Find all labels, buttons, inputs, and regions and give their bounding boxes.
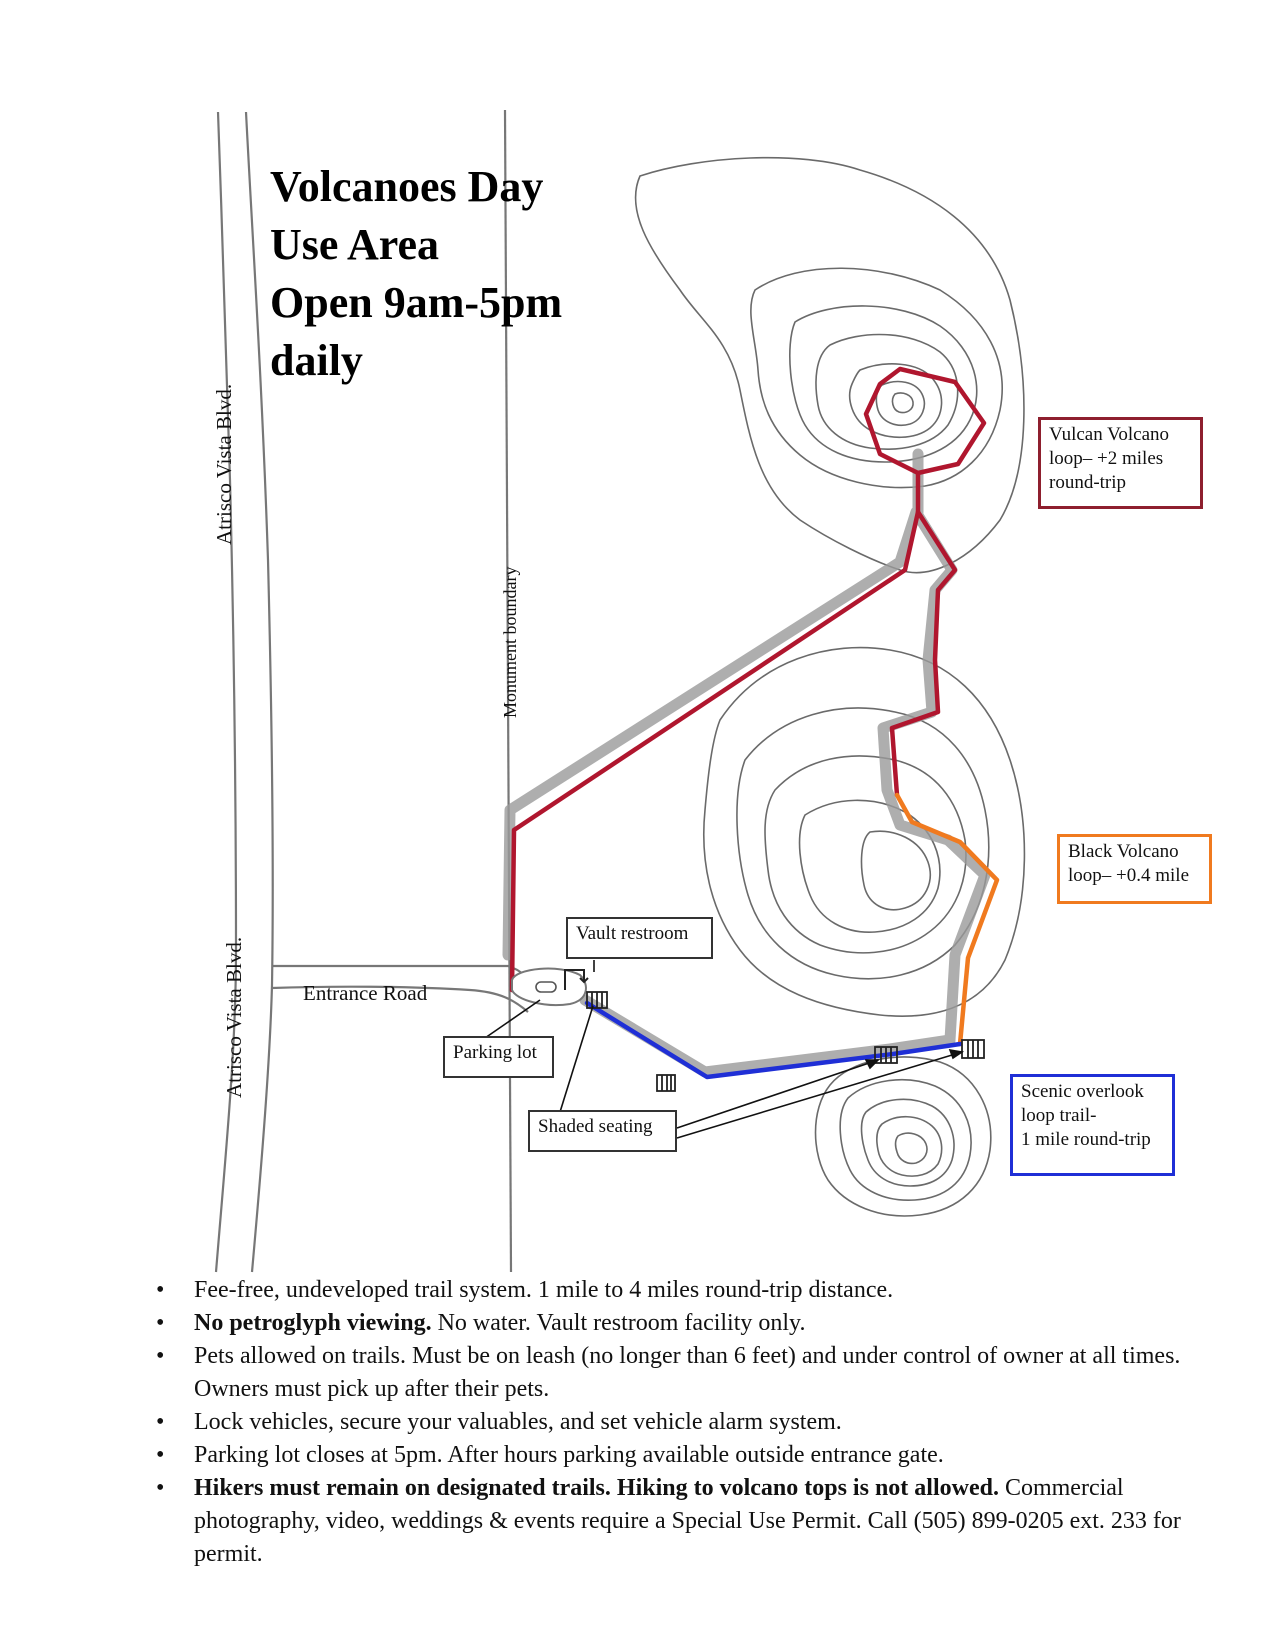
rule-item: • Hikers must remain on designated trails. Hiking to volcano tops is not allowed. Commercial photography, video, weddings & events require a Special Use Permit. Call (505) 899-0205 ext. 233 for permit. (150, 1472, 1210, 1571)
seating-icon (657, 1075, 675, 1091)
vulcan-trail-legend: Vulcan Volcano loop– +2 miles round-trip (1038, 417, 1203, 509)
shaded-seating-label: Shaded seating (528, 1110, 677, 1152)
scenic-trail-legend: Scenic overlook loop trail- 1 mile round-trip (1010, 1074, 1175, 1176)
title-line-4: daily (270, 336, 363, 385)
title-line-2: Use Area (270, 220, 440, 269)
atrisco-vista-label-lower: Atrisco Vista Blvd. (222, 936, 246, 1098)
vault-restroom-label: Vault restroom (566, 917, 713, 959)
vulcan-volcano-contours (636, 158, 1024, 573)
rule-item: • Lock vehicles, secure your valuables, and set vehicle alarm system. (150, 1406, 1210, 1439)
scenic-volcano-contours (816, 1057, 991, 1216)
black-trail-legend: Black Volcano loop– +0.4 mile (1057, 834, 1212, 904)
rule-item: • Parking lot closes at 5pm. After hours parking available outside entrance gate. (150, 1439, 1210, 1472)
seating-icon (962, 1040, 984, 1058)
title-line-3: Open 9am-5pm (270, 278, 563, 327)
black-volcano-contours (704, 648, 1025, 1017)
rules-list (150, 1274, 1210, 1571)
parking-lot-label: Parking lot (443, 1036, 554, 1078)
rule-item: • Fee-free, undeveloped trail system. 1 mile to 4 miles round-trip distance. (150, 1274, 1210, 1307)
map-title (270, 158, 562, 390)
parking-lot-symbol (512, 969, 586, 1006)
atrisco-vista-road (216, 112, 273, 1272)
title-line-1: Volcanoes Day (270, 162, 544, 211)
rule-item: • Pets allowed on trails. Must be on leash (no longer than 6 feet) and under control of owner at all times. Owners must pick up after their pets. (150, 1340, 1210, 1406)
atrisco-vista-label-upper: Atrisco Vista Blvd. (212, 383, 236, 545)
monument-boundary-label: Monument boundary (500, 566, 520, 718)
rule-item: • No petroglyph viewing. No water. Vault restroom facility only. (150, 1307, 1210, 1340)
entrance-road-label: Entrance Road (303, 981, 428, 1005)
